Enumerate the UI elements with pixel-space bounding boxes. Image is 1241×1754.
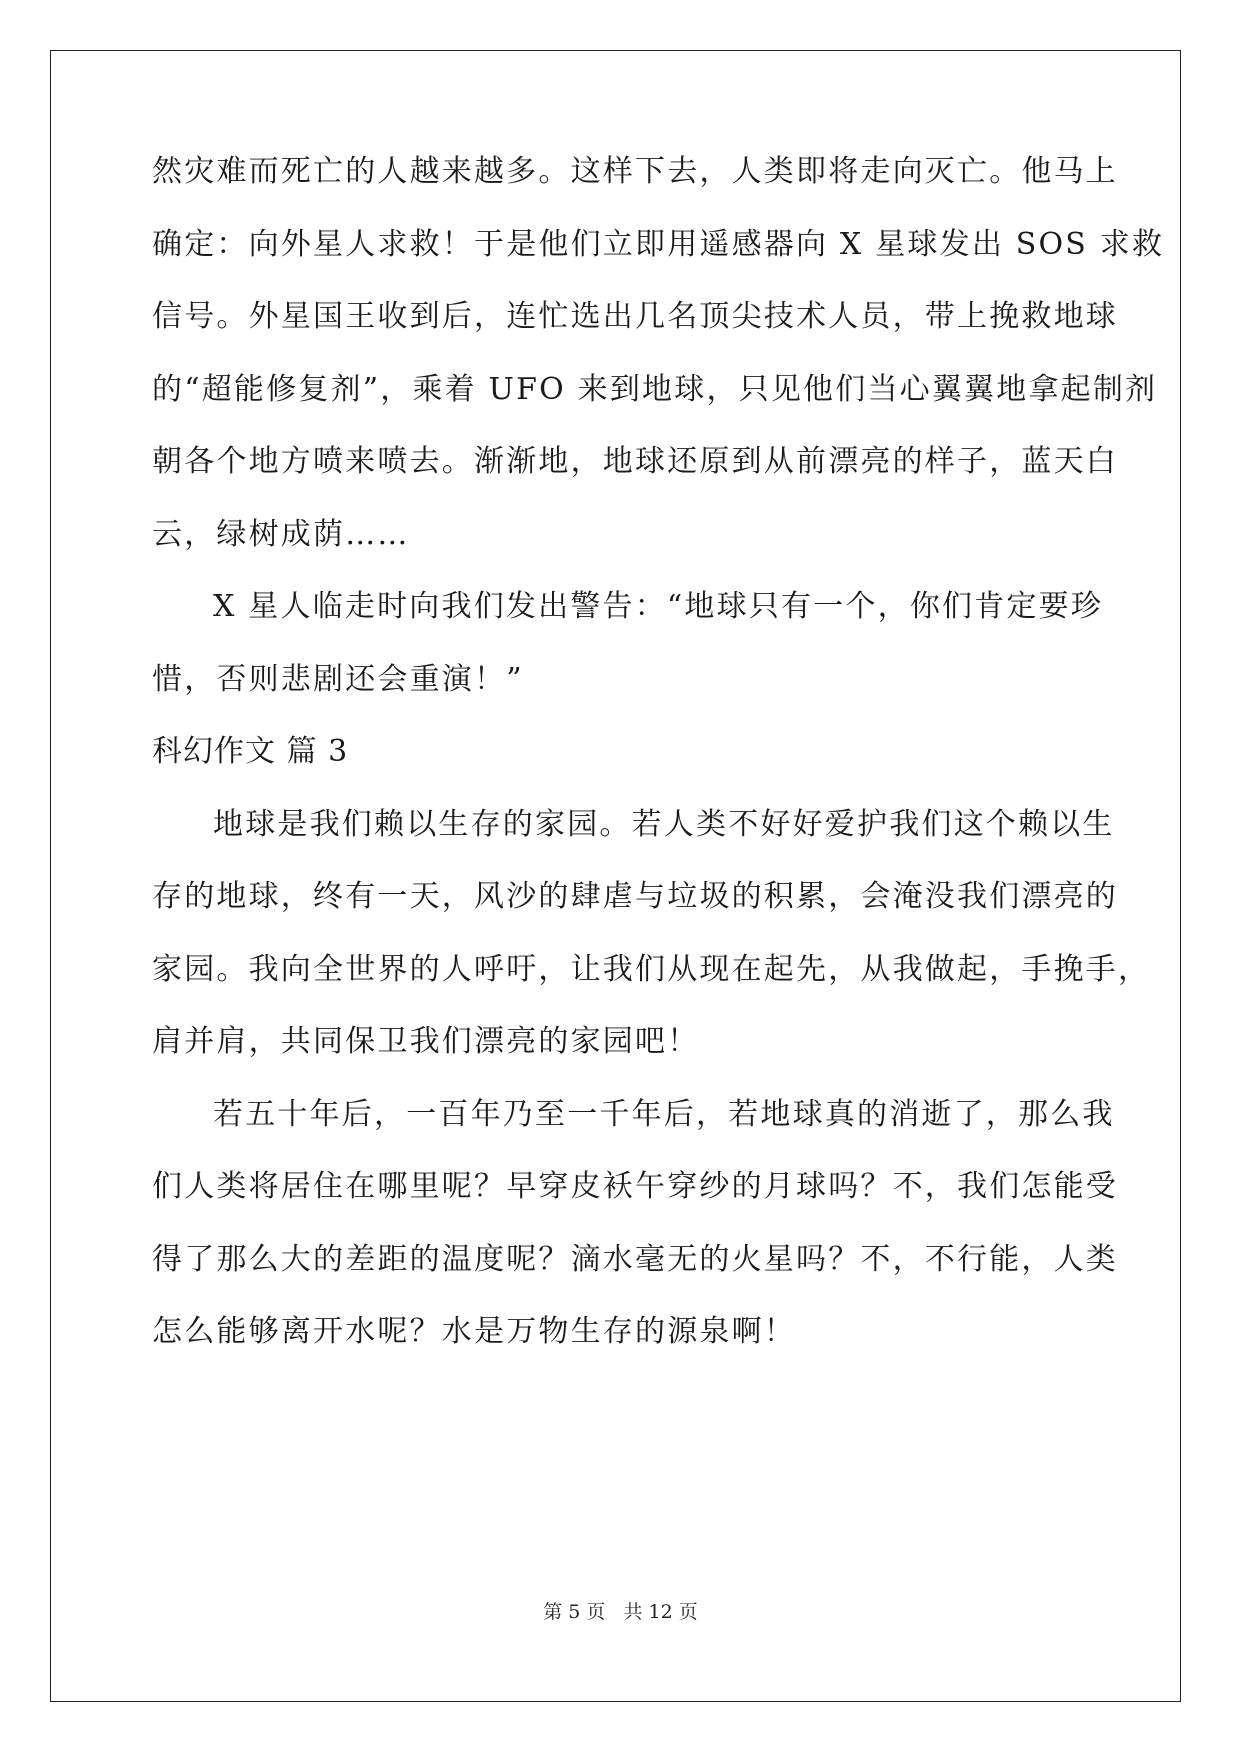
page-total: 共 12 页 <box>623 1601 698 1623</box>
text-line: 信号。外星国王收到后，连忙选出几名顶尖技术人员，带上挽救地球 <box>152 299 1118 334</box>
text-line: 云，绿树成荫…… <box>152 517 410 552</box>
text-line: 家园。我向全世界的人呼吁，让我们从现在起先，从我做起，手挽手， <box>152 952 1151 987</box>
text-line: 确定：向外星人求救！于是他们立即用遥感器向 X 星球发出 SOS 求救 <box>152 227 1165 262</box>
paragraph-first-line: X 星人临走时向我们发出警告：“地球只有一个，你们肯定要珍 <box>213 589 1104 624</box>
text-line: 朝各个地方喷来喷去。渐渐地，地球还原到从前漂亮的样子，蓝天白 <box>152 444 1118 479</box>
paragraph-first-line: 若五十年后，一百年乃至一千年后，若地球真的消逝了，那么我 <box>213 1097 1115 1132</box>
page-footer <box>0 1600 1241 1624</box>
text-line: 的“超能修复剂”，乘着 UFO 来到地球，只见他们当心翼翼地拿起制剂 <box>152 372 1158 407</box>
text-line: 们人类将居住在哪里呢？早穿皮袄午穿纱的月球吗？不，我们怎能受 <box>152 1169 1118 1204</box>
section-heading: 科幻作文 篇 3 <box>152 734 349 769</box>
text-line: 存的地球，终有一天，风沙的肆虐与垃圾的积累，会淹没我们漂亮的 <box>152 879 1118 914</box>
text-line: 肩并肩，共同保卫我们漂亮的家园吧！ <box>152 1024 700 1059</box>
text-line: 怎么能够离开水呢？水是万物生存的源泉啊！ <box>152 1314 796 1349</box>
page-number: 第 5 页 <box>543 1601 606 1623</box>
paragraph-first-line: 地球是我们赖以生存的家园。若人类不好好爱护我们这个赖以生 <box>213 807 1115 842</box>
text-line: 得了那么大的差距的温度呢？滴水毫无的火星吗？不，不行能，人类 <box>152 1242 1118 1277</box>
text-line: 惜，否则悲剧还会重演！” <box>152 662 524 697</box>
text-line: 然灾难而死亡的人越来越多。这样下去，人类即将走向灭亡。他马上 <box>152 154 1118 189</box>
